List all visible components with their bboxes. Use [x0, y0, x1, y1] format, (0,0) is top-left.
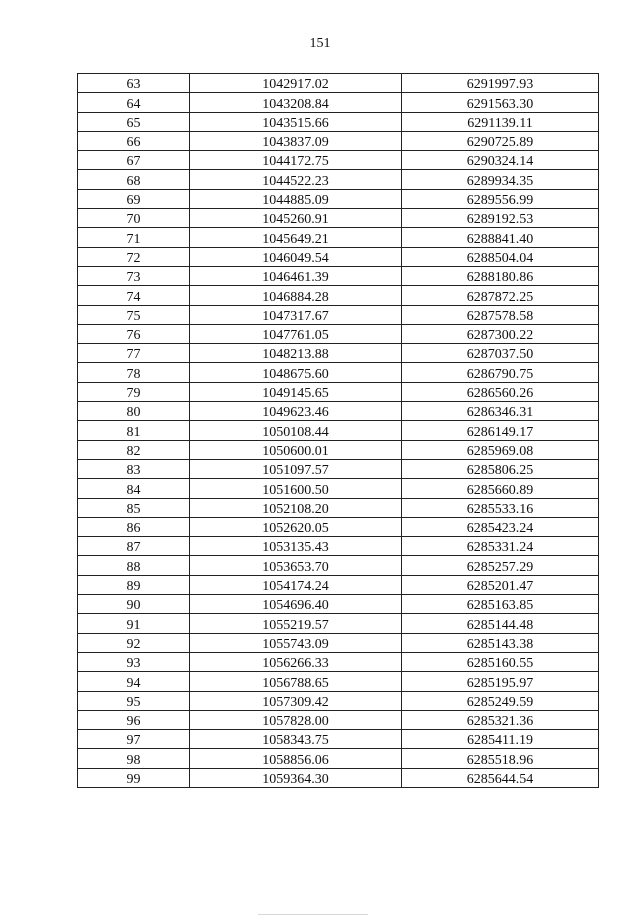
y-coordinate-cell: 6291139.11: [402, 112, 599, 131]
x-coordinate-cell: 1047761.05: [190, 324, 402, 343]
point-number-cell: 88: [78, 556, 190, 575]
table-row: [78, 730, 599, 749]
table-row: [78, 151, 599, 170]
y-coordinate-cell: 6285257.29: [402, 556, 599, 575]
x-coordinate-cell: 1049623.46: [190, 402, 402, 421]
x-coordinate-cell: 1048213.88: [190, 344, 402, 363]
point-number-cell: 80: [78, 402, 190, 421]
table-row: [78, 537, 599, 556]
y-coordinate-cell: 6285144.48: [402, 614, 599, 633]
x-coordinate-cell: 1056266.33: [190, 652, 402, 671]
x-coordinate-cell: 1055219.57: [190, 614, 402, 633]
point-number-cell: 93: [78, 652, 190, 671]
y-coordinate-cell: 6285331.24: [402, 537, 599, 556]
point-number-cell: 95: [78, 691, 190, 710]
y-coordinate-cell: 6285423.24: [402, 517, 599, 536]
table-row: [78, 266, 599, 285]
table-row: [78, 131, 599, 150]
y-coordinate-cell: 6286346.31: [402, 402, 599, 421]
y-coordinate-cell: 6289192.53: [402, 209, 599, 228]
point-number-cell: 81: [78, 421, 190, 440]
x-coordinate-cell: 1042917.02: [190, 74, 402, 93]
point-number-cell: 66: [78, 131, 190, 150]
x-coordinate-cell: 1049145.65: [190, 382, 402, 401]
table-row: [78, 247, 599, 266]
x-coordinate-cell: 1045260.91: [190, 209, 402, 228]
x-coordinate-cell: 1052620.05: [190, 517, 402, 536]
point-number-cell: 75: [78, 305, 190, 324]
table-row: [78, 344, 599, 363]
table-row: [78, 479, 599, 498]
x-coordinate-cell: 1058343.75: [190, 730, 402, 749]
point-number-cell: 92: [78, 633, 190, 652]
x-coordinate-cell: 1058856.06: [190, 749, 402, 768]
table-row: [78, 228, 599, 247]
table-row: [78, 595, 599, 614]
point-number-cell: 82: [78, 440, 190, 459]
table-row: [78, 768, 599, 787]
y-coordinate-cell: 6285201.47: [402, 575, 599, 594]
table-row: [78, 459, 599, 478]
table-row: [78, 286, 599, 305]
y-coordinate-cell: 6287300.22: [402, 324, 599, 343]
x-coordinate-cell: 1044885.09: [190, 189, 402, 208]
x-coordinate-cell: 1050108.44: [190, 421, 402, 440]
y-coordinate-cell: 6289556.99: [402, 189, 599, 208]
point-number-cell: 63: [78, 74, 190, 93]
x-coordinate-cell: 1056788.65: [190, 672, 402, 691]
table-row: [78, 672, 599, 691]
table-row: [78, 614, 599, 633]
table-row: [78, 575, 599, 594]
y-coordinate-cell: 6286149.17: [402, 421, 599, 440]
point-number-cell: 73: [78, 266, 190, 285]
table-row: [78, 209, 599, 228]
y-coordinate-cell: 6286790.75: [402, 363, 599, 382]
table-row: [78, 749, 599, 768]
table-row: [78, 691, 599, 710]
table-row: [78, 363, 599, 382]
y-coordinate-cell: 6286560.26: [402, 382, 599, 401]
point-number-cell: 89: [78, 575, 190, 594]
point-number-cell: 70: [78, 209, 190, 228]
x-coordinate-cell: 1051600.50: [190, 479, 402, 498]
point-number-cell: 68: [78, 170, 190, 189]
x-coordinate-cell: 1046884.28: [190, 286, 402, 305]
x-coordinate-cell: 1046049.54: [190, 247, 402, 266]
y-coordinate-cell: 6289934.35: [402, 170, 599, 189]
point-number-cell: 64: [78, 93, 190, 112]
table-row: [78, 440, 599, 459]
x-coordinate-cell: 1044172.75: [190, 151, 402, 170]
table-row: [78, 556, 599, 575]
point-number-cell: 94: [78, 672, 190, 691]
y-coordinate-cell: 6287037.50: [402, 344, 599, 363]
y-coordinate-cell: 6285195.97: [402, 672, 599, 691]
y-coordinate-cell: 6285163.85: [402, 595, 599, 614]
x-coordinate-cell: 1048675.60: [190, 363, 402, 382]
point-number-cell: 85: [78, 498, 190, 517]
y-coordinate-cell: 6291997.93: [402, 74, 599, 93]
table-row: [78, 112, 599, 131]
point-number-cell: 86: [78, 517, 190, 536]
y-coordinate-cell: 6285660.89: [402, 479, 599, 498]
point-number-cell: 96: [78, 710, 190, 729]
y-coordinate-cell: 6288504.04: [402, 247, 599, 266]
x-coordinate-cell: 1043208.84: [190, 93, 402, 112]
point-number-cell: 84: [78, 479, 190, 498]
y-coordinate-cell: 6285321.36: [402, 710, 599, 729]
point-number-cell: 74: [78, 286, 190, 305]
x-coordinate-cell: 1044522.23: [190, 170, 402, 189]
x-coordinate-cell: 1053135.43: [190, 537, 402, 556]
point-number-cell: 97: [78, 730, 190, 749]
y-coordinate-cell: 6285644.54: [402, 768, 599, 787]
point-number-cell: 90: [78, 595, 190, 614]
point-number-cell: 71: [78, 228, 190, 247]
point-number-cell: 72: [78, 247, 190, 266]
x-coordinate-cell: 1052108.20: [190, 498, 402, 517]
point-number-cell: 65: [78, 112, 190, 131]
coordinates-table: [77, 73, 599, 788]
y-coordinate-cell: 6285969.08: [402, 440, 599, 459]
table-row: [78, 74, 599, 93]
y-coordinate-cell: 6285160.55: [402, 652, 599, 671]
point-number-cell: 91: [78, 614, 190, 633]
y-coordinate-cell: 6291563.30: [402, 93, 599, 112]
x-coordinate-cell: 1043837.09: [190, 131, 402, 150]
point-number-cell: 99: [78, 768, 190, 787]
x-coordinate-cell: 1059364.30: [190, 768, 402, 787]
x-coordinate-cell: 1053653.70: [190, 556, 402, 575]
point-number-cell: 79: [78, 382, 190, 401]
table-row: [78, 324, 599, 343]
x-coordinate-cell: 1046461.39: [190, 266, 402, 285]
x-coordinate-cell: 1055743.09: [190, 633, 402, 652]
y-coordinate-cell: 6285411.19: [402, 730, 599, 749]
table-row: [78, 305, 599, 324]
point-number-cell: 69: [78, 189, 190, 208]
table-row: [78, 93, 599, 112]
y-coordinate-cell: 6285806.25: [402, 459, 599, 478]
y-coordinate-cell: 6285249.59: [402, 691, 599, 710]
table-row: [78, 421, 599, 440]
x-coordinate-cell: 1051097.57: [190, 459, 402, 478]
x-coordinate-cell: 1057309.42: [190, 691, 402, 710]
x-coordinate-cell: 1057828.00: [190, 710, 402, 729]
y-coordinate-cell: 6290725.89: [402, 131, 599, 150]
x-coordinate-cell: 1047317.67: [190, 305, 402, 324]
y-coordinate-cell: 6288180.86: [402, 266, 599, 285]
y-coordinate-cell: 6287872.25: [402, 286, 599, 305]
x-coordinate-cell: 1050600.01: [190, 440, 402, 459]
y-coordinate-cell: 6285143.38: [402, 633, 599, 652]
point-number-cell: 87: [78, 537, 190, 556]
table-row: [78, 382, 599, 401]
table-row: [78, 402, 599, 421]
x-coordinate-cell: 1045649.21: [190, 228, 402, 247]
table-row: [78, 498, 599, 517]
table-row: [78, 633, 599, 652]
x-coordinate-cell: 1054174.24: [190, 575, 402, 594]
x-coordinate-cell: 1054696.40: [190, 595, 402, 614]
y-coordinate-cell: 6285533.16: [402, 498, 599, 517]
y-coordinate-cell: 6287578.58: [402, 305, 599, 324]
point-number-cell: 76: [78, 324, 190, 343]
point-number-cell: 98: [78, 749, 190, 768]
x-coordinate-cell: 1043515.66: [190, 112, 402, 131]
table-row: [78, 710, 599, 729]
point-number-cell: 78: [78, 363, 190, 382]
y-coordinate-cell: 6288841.40: [402, 228, 599, 247]
table-row: [78, 652, 599, 671]
point-number-cell: 83: [78, 459, 190, 478]
scan-artifact-line: [258, 914, 368, 915]
point-number-cell: 67: [78, 151, 190, 170]
table-row: [78, 517, 599, 536]
y-coordinate-cell: 6285518.96: [402, 749, 599, 768]
table-row: [78, 170, 599, 189]
page-number: 151: [309, 36, 331, 51]
point-number-cell: 77: [78, 344, 190, 363]
y-coordinate-cell: 6290324.14: [402, 151, 599, 170]
coordinates-table-body: [78, 74, 599, 788]
table-row: [78, 189, 599, 208]
